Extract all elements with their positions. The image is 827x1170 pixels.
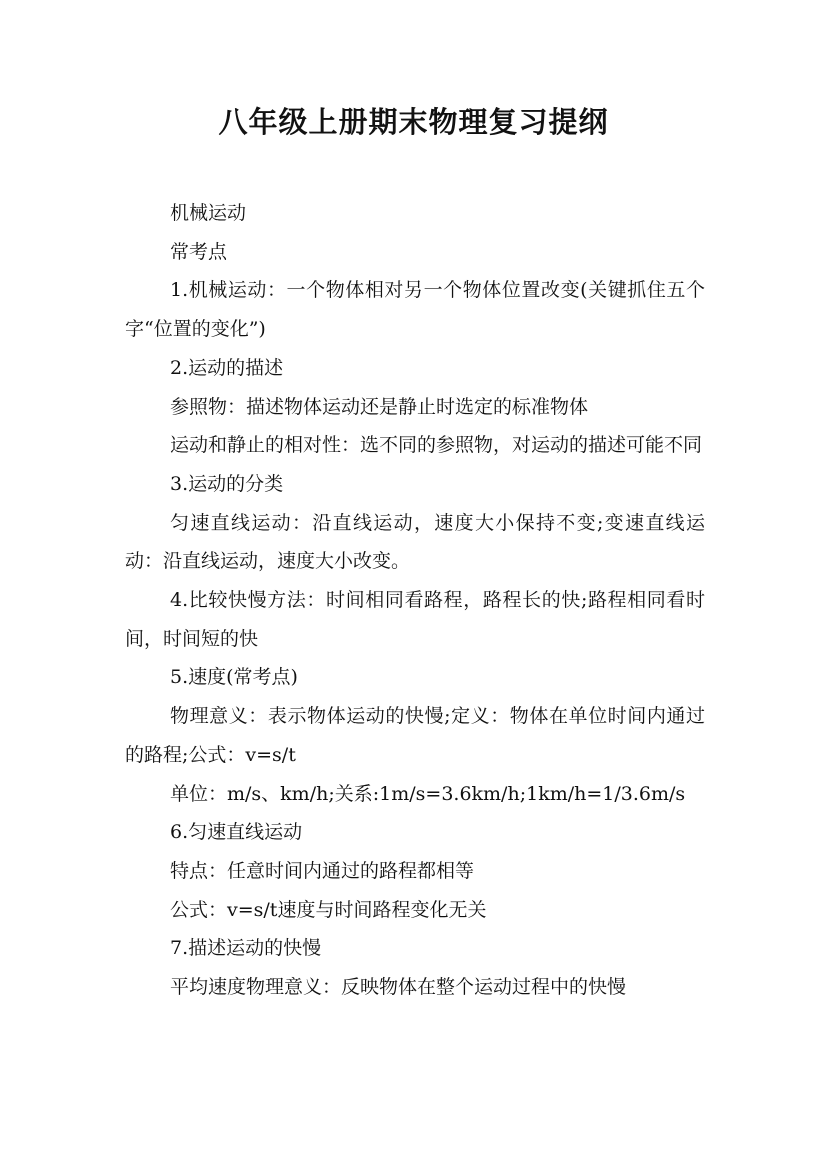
paragraph-speed-definition: 物理意义：表示物体运动的快慢;定义：物体在单位时间内通过的路程;公式：v=s/t xyxy=(125,705,705,766)
document-title: 八年级上册期末物理复习提纲 xyxy=(218,105,609,139)
paragraph-item-2: 2.运动的描述 xyxy=(170,356,284,379)
paragraph-relativity: 运动和静止的相对性：选不同的参照物，对运动的描述可能不同 xyxy=(170,434,703,457)
document-body xyxy=(125,194,705,1007)
paragraph-item-6: 6.匀速直线运动 xyxy=(170,821,303,844)
paragraph-item-4: 4.比较快慢方法：时间相同看路程，路程长的快;路程相同看时间，时间短的快 xyxy=(125,589,705,650)
paragraph-uniform-formula: 公式：v=s/t速度与时间路程变化无关 xyxy=(170,898,487,921)
paragraph-item-1: 1.机械运动：一个物体相对另一个物体位置改变(关键抓住五个字“位置的变化”) xyxy=(125,279,705,341)
paragraph-subheading: 常考点 xyxy=(170,240,228,263)
paragraph-item-3: 3.运动的分类 xyxy=(170,472,284,495)
paragraph-item-5: 5.速度(常考点) xyxy=(170,666,298,689)
paragraph-motion-types: 匀速直线运动：沿直线运动，速度大小保持不变;变速直线运动：沿直线运动，速度大小改变。 xyxy=(125,511,705,573)
paragraph-uniform-feature: 特点：任意时间内通过的路程都相等 xyxy=(170,859,475,882)
paragraph-average-speed: 平均速度物理意义：反映物体在整个运动过程中的快慢 xyxy=(170,976,627,999)
paragraph-item-7: 7.描述运动的快慢 xyxy=(170,937,322,960)
paragraph-section-heading: 机械运动 xyxy=(170,202,247,224)
paragraph-reference-object: 参照物：描述物体运动还是静止时选定的标准物体 xyxy=(170,395,589,418)
paragraph-speed-units: 单位：m/s、km/h;关系:1m/s=3.6km/h;1km/h=1/3.6m/s xyxy=(170,782,686,805)
